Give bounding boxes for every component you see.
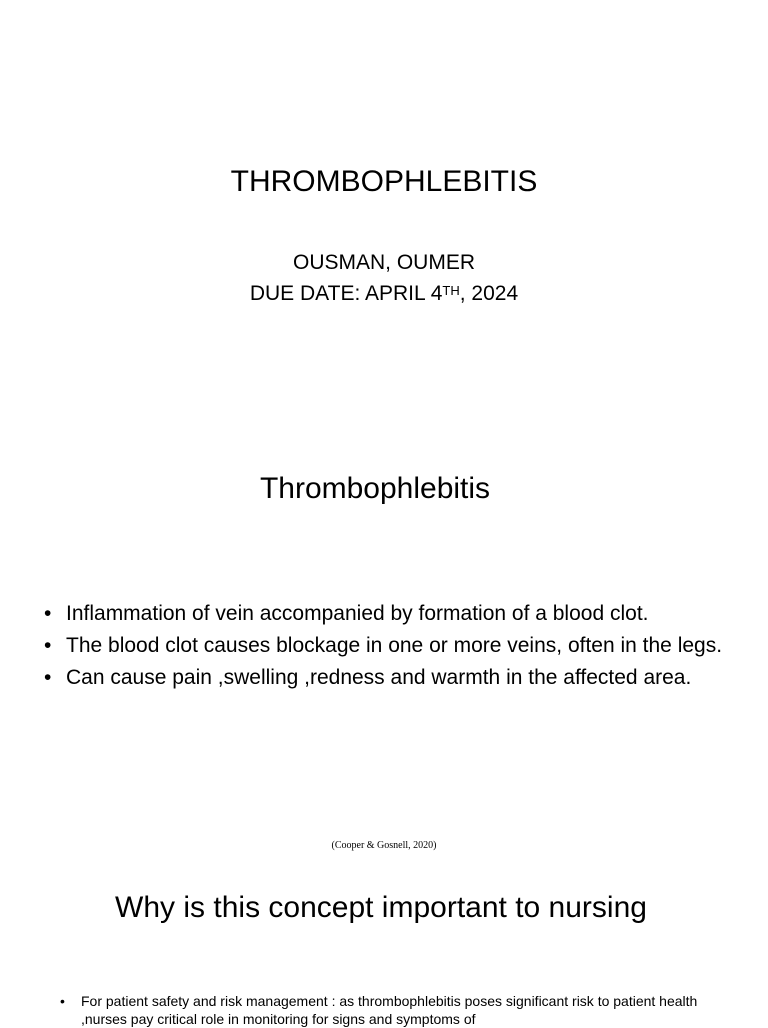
due-date-suffix: , 2024 (459, 282, 519, 305)
bullet-item (44, 600, 734, 627)
bullet-text: Inflammation of vein accompanied by formation of a blood clot. (66, 602, 649, 625)
bullet-text: The blood clot causes blockage in one or more veins, often in the legs. (66, 634, 723, 657)
bullet-item (44, 632, 734, 659)
slide-title: Thrombophlebitis (259, 472, 491, 505)
bullet-item (44, 664, 734, 691)
bullet-text: Can cause pain ,swelling ,redness and warmth in the affected area. (66, 666, 692, 689)
bullet-text: For patient safety and risk management : as thrombophlebitis poses significant risk to patient health ,nurses pay critical role in monitoring for signs and symptoms of (81, 993, 698, 1027)
slide-title: Why is this concept important to nursing (115, 891, 647, 924)
bullet-list (60, 992, 700, 1028)
bullet-marker: • (44, 602, 52, 625)
due-date-superscript: TH (442, 283, 460, 298)
presentation-title: THROMBOPHLEBITIS (230, 165, 538, 198)
due-date (0, 281, 768, 307)
bullet-marker: • (60, 993, 65, 1009)
due-date-prefix: DUE DATE: APRIL 4 (249, 282, 443, 305)
bullet-list (44, 600, 734, 696)
citation: (Cooper & Gosnell, 2020) (331, 840, 437, 851)
bullet-marker: • (44, 666, 52, 689)
bullet-item (60, 992, 700, 1028)
author-name: OUSMAN, OUMER (292, 251, 475, 274)
bullet-marker: • (44, 634, 52, 657)
